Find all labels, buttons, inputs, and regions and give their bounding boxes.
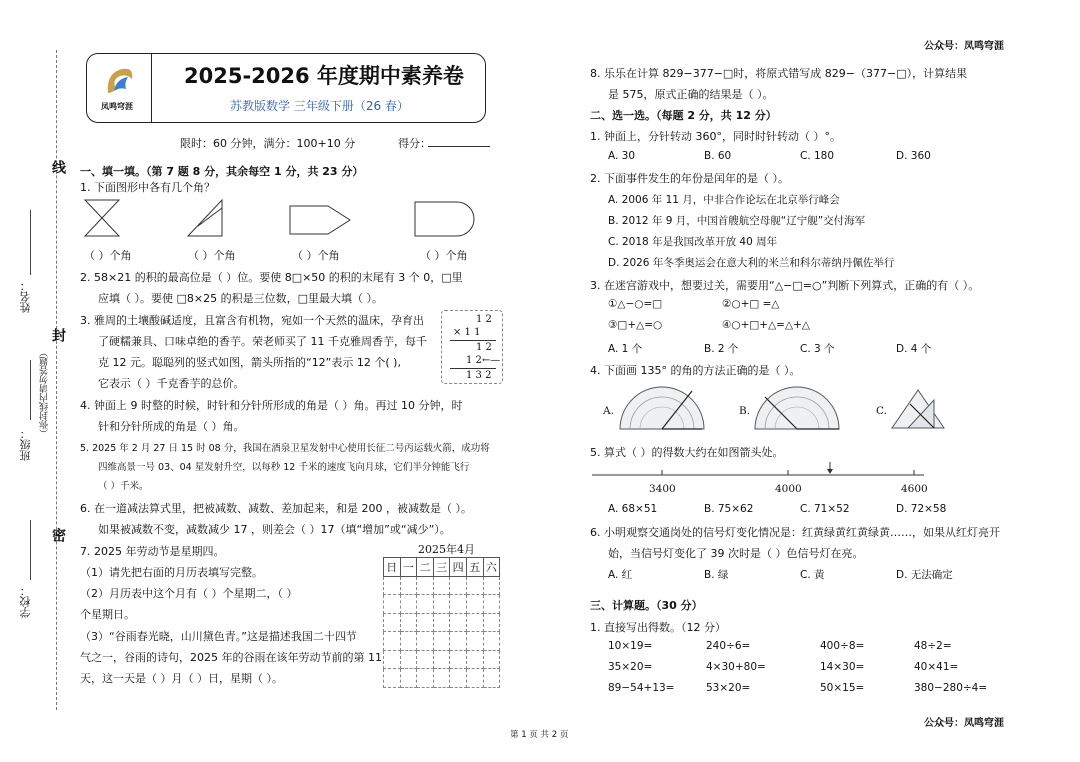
cal-cell[interactable] [384, 595, 401, 614]
cal-cell[interactable] [433, 632, 450, 651]
cal-cell[interactable] [433, 669, 450, 688]
header-separator [151, 53, 152, 123]
cal-cell[interactable] [450, 650, 467, 669]
page-title: 2025-2026 年度期中素养卷 [184, 64, 464, 88]
s2q6-opt-b[interactable]: B. 绿 [704, 569, 729, 581]
s3q1-text: 1. 直接写出得数。（12 分） [590, 621, 726, 634]
cal-cell[interactable] [466, 576, 483, 595]
cal-head-thu: 四 [450, 558, 467, 577]
calc-item[interactable]: 14×30= [820, 661, 865, 673]
cal-cell[interactable] [433, 576, 450, 595]
s2q5-text: 5. 算式（ ）的得数大约在如图箭头处。 [590, 446, 784, 459]
s2q2-opt-b[interactable]: B. 2012 年 9 月，中国首艘航空母舰“辽宁舰”交付海军 [608, 215, 866, 227]
s2q1-opt-c[interactable]: C. 180 [800, 150, 835, 162]
cal-head-sat: 六 [483, 558, 500, 577]
s2q3-opt-a[interactable]: A. 1 个 [608, 343, 643, 355]
q1-blank-1[interactable]: （ ）个角 [84, 249, 132, 262]
calendar-table [383, 557, 500, 688]
shape-rounded-d [413, 200, 477, 241]
cal-cell[interactable] [417, 632, 434, 651]
s2q5-opt-c[interactable]: C. 71×52 [800, 503, 850, 515]
q3-line2: 了硬糯兼具、口味卓绝的香芋。荣老师买了 11 千克雅周香芋，每千 [98, 335, 427, 348]
section2-title: 二、选一选。（每题 2 分，共 12 分） [590, 109, 777, 122]
q7-part2-line2: 个星期日。 [80, 608, 135, 621]
q8-line2: 是 575，原式正确的结果是（ ）。 [608, 88, 774, 101]
q7-part2-line1: （2）月历表中这个月有（ ）个星期二，（ ） [80, 587, 298, 600]
vcalc-row1: 1 2 [476, 314, 492, 325]
protractor-a-icon [618, 385, 706, 436]
cal-cell[interactable] [483, 669, 500, 688]
cal-head-wed: 三 [433, 558, 450, 577]
cal-cell[interactable] [400, 669, 417, 688]
q1-blank-3[interactable]: （ ）个角 [292, 249, 340, 262]
side-mark-seal: 封 [50, 328, 66, 342]
cal-cell[interactable] [450, 632, 467, 651]
page-subtitle: 苏教版数学 三年级下册（26 春） [230, 99, 409, 113]
binding-dash-line [56, 50, 57, 710]
logo-icon [100, 63, 140, 99]
q8-line1: 8. 乐乐在计算 829−377−□时，将原式错写成 829−（377−□），计算结果 [590, 67, 968, 80]
side-name-label: 姓名： [19, 280, 32, 313]
side-class-line [30, 360, 31, 420]
calc-item[interactable]: 89−54+13= [608, 682, 675, 694]
q1-blank-2[interactable]: （ ）个角 [188, 249, 236, 262]
side-class-label: 班级： [19, 428, 32, 461]
cal-head-tue: 二 [417, 558, 434, 577]
protractor-b-icon [753, 385, 841, 436]
cal-head-mon: 一 [400, 558, 417, 577]
vcalc-row4: 1 2←— [466, 355, 501, 366]
s2q6-opt-a[interactable]: A. 红 [608, 569, 633, 581]
cal-cell[interactable] [466, 650, 483, 669]
s2q6-opt-d[interactable]: D. 无法确定 [896, 569, 953, 581]
s2q2-opt-c[interactable]: C. 2018 年是我国改革开放 40 周年 [608, 236, 778, 248]
side-mark-secret: 密 [50, 528, 66, 542]
score-label: 得分： [398, 137, 431, 150]
s2q5-opt-b[interactable]: B. 75×62 [704, 503, 754, 515]
s2q2-opt-d[interactable]: D. 2026 年冬季奥运会在意大利的米兰和科尔蒂纳丹佩佐举行 [608, 257, 895, 269]
cal-cell[interactable] [417, 576, 434, 595]
cal-cell[interactable] [384, 632, 401, 651]
cal-cell[interactable] [483, 632, 500, 651]
calc-item[interactable]: 400÷8= [820, 640, 865, 652]
cal-cell[interactable] [466, 613, 483, 632]
watermark-bottom: 公众号：凤鸣穹涯 [924, 718, 1004, 729]
cal-cell[interactable] [466, 632, 483, 651]
cal-cell[interactable] [417, 669, 434, 688]
s2q6-line2: 始，当信号灯变化了 39 次时是（ ）色信号灯在亮。 [608, 547, 864, 560]
cal-cell[interactable] [433, 595, 450, 614]
cal-cell[interactable] [417, 650, 434, 669]
s2q4-opt-a[interactable]: A. [603, 405, 614, 417]
q7-part3-line1: （3）“谷雨春光晓，山川黛色青。”这是描述我国二十四节 [80, 630, 357, 643]
side-notice: （弥封线内请勿答题） [40, 348, 50, 438]
q1-text: 1. 下面图形中各有几个角？ [80, 181, 215, 194]
vcalc-row5: 1 3 2 [466, 370, 492, 381]
s2q4-opt-b[interactable]: B. [739, 405, 751, 417]
s2q1-opt-b[interactable]: B. 60 [704, 150, 732, 162]
q5-line1: 5. 2025 年 2 月 27 日 15 时 08 分，我国在酒泉卫星发射中心使用长征二号丙运载火箭，成功将 [80, 443, 490, 454]
calc-item[interactable]: 240÷6= [706, 640, 751, 652]
cal-cell[interactable] [483, 650, 500, 669]
side-school-label: 学校： [19, 585, 32, 618]
cal-head-sun: 日 [384, 558, 401, 577]
s2q3-eq4: ④○+□+△=△+△ [722, 319, 810, 331]
s2q1-opt-a[interactable]: A. 30 [608, 150, 636, 162]
s2q6-line1: 6. 小明观察交通岗处的信号灯变化情况是：红黄绿黄红黄绿黄……，如果从红灯亮开 [590, 526, 1000, 539]
cal-cell[interactable] [483, 595, 500, 614]
q1-blank-4[interactable]: （ ）个角 [420, 249, 468, 262]
s2q5-opt-d[interactable]: D. 72×58 [896, 503, 947, 515]
calc-item[interactable]: 4×30+80= [706, 661, 766, 673]
section1-title: 一、填一填。（第 7 题 8 分，其余每空 1 分，共 23 分） [80, 165, 364, 178]
calc-item[interactable]: 40×41= [914, 661, 959, 673]
cal-cell[interactable] [384, 613, 401, 632]
cal-cell[interactable] [417, 595, 434, 614]
s2q3-eq2: ②○+□ =△ [722, 298, 780, 310]
vcalc-row2: × 1 1 [453, 327, 481, 338]
calc-item[interactable]: 380−280÷4= [914, 682, 988, 694]
watermark-top: 公众号：凤鸣穹涯 [924, 41, 1004, 52]
cal-cell[interactable] [400, 650, 417, 669]
vcalc-row3: 1 2 [476, 342, 492, 353]
cal-cell[interactable] [433, 650, 450, 669]
s2q3-opt-b[interactable]: B. 2 个 [704, 343, 739, 355]
s2q4-opt-c[interactable]: C. [876, 405, 887, 417]
side-school-line [30, 520, 31, 580]
logo-text: 凤鸣穹涯 [101, 102, 133, 111]
side-mark-line: 线 [50, 160, 66, 174]
cal-cell[interactable] [417, 613, 434, 632]
cal-cell[interactable] [433, 613, 450, 632]
q7-part3-line2: 气之一，谷雨的诗句，2025 年的谷雨在该年劳动节前的第 11 [80, 651, 382, 664]
cal-cell[interactable] [384, 669, 401, 688]
q3-line1: 3. 雅周的土壤酸碱适度，且富含有机物，宛如一个天然的温床，孕育出 [80, 314, 424, 327]
s2q4-text: 4. 下面画 135° 的角的方法正确的是（ ）。 [590, 364, 801, 377]
numberline-tick-3400: 3400 [649, 483, 676, 495]
q7-part1: （1）请先把右面的月历表填写完整。 [80, 566, 263, 579]
cal-cell[interactable] [483, 576, 500, 595]
cal-cell[interactable] [450, 613, 467, 632]
shape-triangle-cut [186, 198, 226, 241]
s2q6-opt-c[interactable]: C. 黄 [800, 569, 825, 581]
cal-cell[interactable] [450, 669, 467, 688]
cal-cell[interactable] [400, 576, 417, 595]
calc-item[interactable]: 48÷2= [914, 640, 952, 652]
q4-line2: 针和分针所成的角是（ ）角。 [98, 420, 245, 433]
page-footer: 第 1 页 共 2 页 [510, 730, 569, 740]
shape-hourglass [83, 198, 121, 241]
score-blank[interactable] [428, 146, 490, 147]
s2q3-text: 3. 在迷宫游戏中，想要过关，需要用“△−□=○”判断下列算式，正确的有（ ）。 [590, 279, 980, 292]
s2q1-text: 1. 钟面上，分针转动 360°，同时时针转动（ ）°。 [590, 130, 841, 143]
calc-item[interactable]: 50×15= [820, 682, 865, 694]
cal-cell[interactable] [400, 613, 417, 632]
q5-line2: 四维高景一号 03、04 星发射升空，以每秒 12 千米的速度飞向月球，它们半分钟能飞行 [98, 462, 470, 473]
vcalc-rule2 [450, 368, 496, 369]
cal-cell[interactable] [400, 595, 417, 614]
vcalc-rule1 [450, 340, 496, 341]
q4-line1: 4. 钟面上 9 时整的时候，时针和分针所形成的角是（ ）角。再过 10 分钟，时 [80, 399, 463, 412]
s2q2-opt-a[interactable]: A. 2006 年 11 月，中非合作论坛在北京举行峰会 [608, 194, 840, 206]
q5-line3: （ ）千米。 [98, 481, 149, 492]
set-square-c-icon [888, 386, 948, 435]
calendar-title: 2025年4月 [418, 543, 475, 556]
q7-part3-line3: 天，这一天是（ ）月（ ）日，星期（ ）。 [80, 672, 283, 685]
shape-arrow-pentagon [288, 204, 352, 239]
cal-cell[interactable] [450, 576, 467, 595]
q2-line1: 2. 58×21 的积的最高位是（ ）位。要使 8□×50 的积的末尾有 3 个 0，□里 [80, 271, 463, 284]
s2q3-eq3: ③□+△=○ [608, 319, 663, 331]
q3-line3: 克 12 元。聪聪列的竖式如图，箭头所指的“12”表示 12 个( ), [98, 356, 401, 369]
q3-line4: 它表示（ ）千克香芋的总价。 [98, 377, 245, 390]
q7-text: 7. 2025 年劳动节是星期四。 [80, 545, 225, 558]
cal-cell[interactable] [450, 595, 467, 614]
cal-cell[interactable] [384, 576, 401, 595]
s2q2-text: 2. 下面事件发生的年份是闰年的是（ ）。 [590, 172, 789, 185]
s2q5-opt-a[interactable]: A. 68×51 [608, 503, 658, 515]
cal-head-fri: 五 [466, 558, 483, 577]
s2q3-opt-c[interactable]: C. 3 个 [800, 343, 835, 355]
number-line [592, 462, 932, 487]
calc-item[interactable]: 53×20= [706, 682, 751, 694]
q6-line2: 如果被减数不变，减数减少 17 ，则差会（ ）17（填“增加”或“减少”）。 [98, 523, 451, 536]
cal-cell[interactable] [466, 595, 483, 614]
time-info: 限时：60 分钟，满分：100+10 分 [180, 137, 356, 150]
cal-cell[interactable] [483, 613, 500, 632]
section3-title: 三、计算题。（30 分） [590, 599, 703, 612]
cal-cell[interactable] [466, 669, 483, 688]
s2q1-opt-d[interactable]: D. 360 [896, 150, 931, 162]
s2q3-opt-d[interactable]: D. 4 个 [896, 343, 932, 355]
q2-line2: 应填（ ）。要使 □8×25 的积是三位数，□里最大填（ ）。 [98, 292, 383, 305]
calc-item[interactable]: 10×19= [608, 640, 653, 652]
numberline-tick-4000: 4000 [775, 483, 802, 495]
q6-line1: 6. 在一道减法算式里，把被减数、减数、差加起来，和是 200 ，被减数是（ ）。 [80, 502, 472, 515]
numberline-tick-4600: 4600 [901, 483, 928, 495]
cal-cell[interactable] [400, 632, 417, 651]
cal-cell[interactable] [384, 650, 401, 669]
s2q3-eq1: ①△−○=□ [608, 298, 663, 310]
side-name-line [30, 210, 31, 275]
calc-item[interactable]: 35×20= [608, 661, 653, 673]
